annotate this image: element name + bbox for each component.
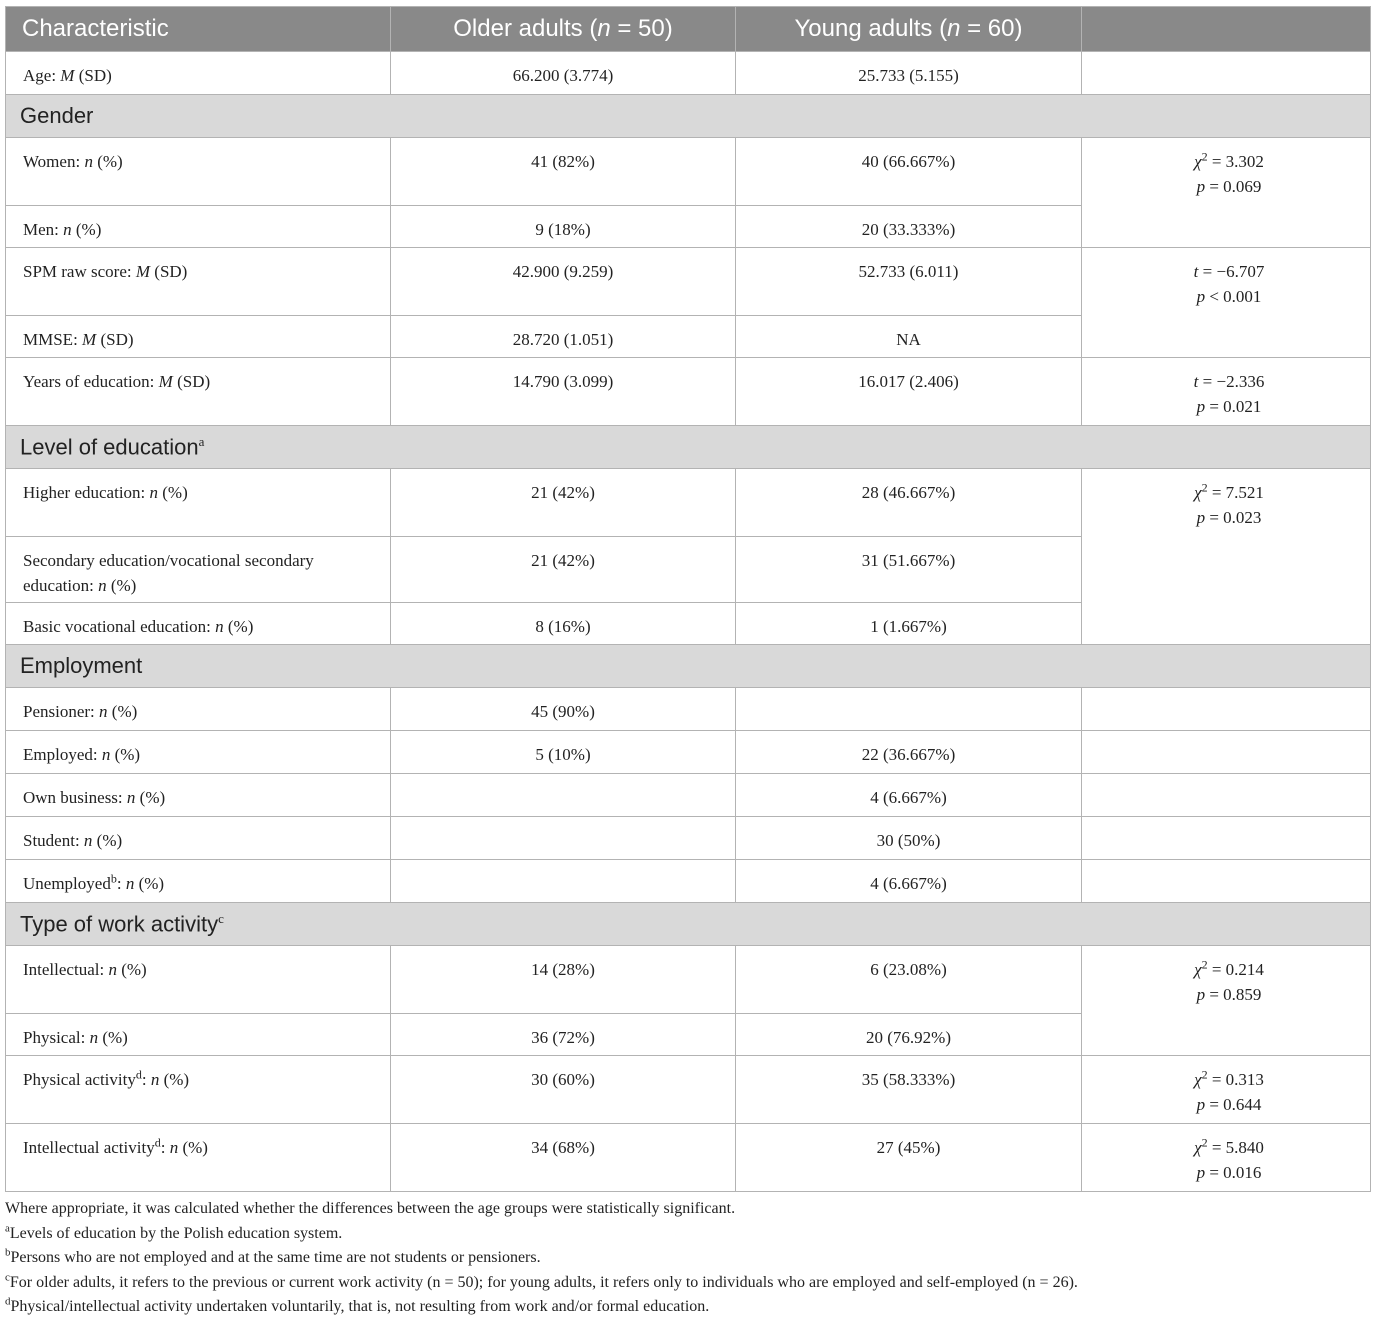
young-value: 20 (33.333%): [736, 206, 1082, 248]
older-value: 14 (28%): [391, 946, 736, 1014]
row-label: Unemployed$^b$: n (%): [6, 860, 391, 903]
stat-cell: [1082, 817, 1371, 860]
row-women: [6, 138, 1371, 206]
row-label: Women: n (%): [6, 138, 391, 206]
footnote-d: $^d$Physical/intellectual activity undertaken voluntarily, that is, not resulting from work and/or formal education.: [5, 1295, 710, 1315]
older-value: 5 (10%): [391, 731, 736, 774]
older-value: 28.720 (1.051): [391, 316, 736, 358]
row-label: MMSE: M (SD): [6, 316, 391, 358]
header-older-adults: Older adults (n = 50): [391, 7, 736, 52]
older-value: [391, 817, 736, 860]
row-physical-activity: [6, 1056, 1371, 1124]
row-label: Intellectual activity$^d$: n (%): [6, 1124, 391, 1192]
row-age: [6, 52, 1371, 95]
older-value: 8 (16%): [391, 603, 736, 645]
young-value: 16.017 (2.406): [736, 358, 1082, 426]
row-label: Student: n (%): [6, 817, 391, 860]
row-label: Pensioner: n (%): [6, 688, 391, 731]
older-value: 66.200 (3.774): [391, 52, 736, 95]
demographics-table: [5, 6, 1371, 1192]
older-value: 30 (60%): [391, 1056, 736, 1124]
row-label: SPM raw score: M (SD): [6, 248, 391, 316]
older-value: 45 (90%): [391, 688, 736, 731]
footnote-b: $^b$Persons who are not employed and at the same time are not students or pensioners.: [5, 1246, 541, 1266]
section-work-type: [6, 903, 1371, 946]
section-title: Employment: [6, 645, 1371, 688]
stat-cell: t = −6.707 p < 0.001: [1082, 248, 1371, 358]
row-label: Own business: n (%): [6, 774, 391, 817]
row-label: Physical activity$^d$: n (%): [6, 1056, 391, 1124]
row-label: Employed: n (%): [6, 731, 391, 774]
young-value: 27 (45%): [736, 1124, 1082, 1192]
young-value: 52.733 (6.011): [736, 248, 1082, 316]
young-value: 31 (51.667%): [736, 537, 1082, 603]
table-footnotes: [5, 1197, 1370, 1320]
young-value: 35 (58.333%): [736, 1056, 1082, 1124]
footnote-c: $^c$For older adults, it refers to the previous or current work activity (n = 50); for young adults, it refers only to individuals who are employed and self-employed (n = 26).: [5, 1271, 1078, 1291]
young-value: 25.733 (5.155): [736, 52, 1082, 95]
young-value: NA: [736, 316, 1082, 358]
stat-cell: t = −2.336 p = 0.021: [1082, 358, 1371, 426]
section-title: Gender: [6, 95, 1371, 138]
row-intellectual-activity: [6, 1124, 1371, 1192]
young-value: 4 (6.667%): [736, 860, 1082, 903]
row-unemployed: [6, 860, 1371, 903]
row-higher-education: [6, 469, 1371, 537]
older-value: 34 (68%): [391, 1124, 736, 1192]
row-student: [6, 817, 1371, 860]
young-value: 30 (50%): [736, 817, 1082, 860]
older-value: 42.900 (9.259): [391, 248, 736, 316]
stat-cell: [1082, 52, 1371, 95]
row-label: Age: M (SD): [6, 52, 391, 95]
row-label: Men: n (%): [6, 206, 391, 248]
young-value: 20 (76.92%): [736, 1014, 1082, 1056]
row-label: Intellectual: n (%): [6, 946, 391, 1014]
young-value: 28 (46.667%): [736, 469, 1082, 537]
row-employed: [6, 731, 1371, 774]
young-value: [736, 688, 1082, 731]
section-title: Type of work activity$^c$: [6, 903, 1371, 946]
stat-cell: χ$^2$ = 5.840 p = 0.016: [1082, 1124, 1371, 1192]
stat-cell: χ$^2$ = 0.214 p = 0.859: [1082, 946, 1371, 1056]
older-value: 9 (18%): [391, 206, 736, 248]
older-value: 41 (82%): [391, 138, 736, 206]
young-value: 4 (6.667%): [736, 774, 1082, 817]
stat-cell: [1082, 688, 1371, 731]
stat-cell: χ$^2$ = 0.313 p = 0.644: [1082, 1056, 1371, 1124]
footnote-a: $^a$Levels of education by the Polish education system.: [5, 1222, 343, 1242]
header-statistics: [1082, 7, 1371, 52]
table-header-row: [6, 7, 1371, 52]
older-value: 14.790 (3.099): [391, 358, 736, 426]
section-employment: [6, 645, 1371, 688]
young-value: 22 (36.667%): [736, 731, 1082, 774]
stat-cell: [1082, 860, 1371, 903]
stat-cell: [1082, 731, 1371, 774]
footnote-main: Where appropriate, it was calculated whether the differences between the age groups were statistically significant.: [5, 1200, 736, 1217]
row-own-business: [6, 774, 1371, 817]
young-value: 40 (66.667%): [736, 138, 1082, 206]
section-gender: [6, 95, 1371, 138]
section-level-education: [6, 426, 1371, 469]
stat-cell: χ$^2$ = 3.302 p = 0.069: [1082, 138, 1371, 248]
header-young-adults: Young adults (n = 60): [736, 7, 1082, 52]
stat-cell: [1082, 774, 1371, 817]
row-intellectual: [6, 946, 1371, 1014]
section-title: Level of education$^a$: [6, 426, 1371, 469]
older-value: 21 (42%): [391, 537, 736, 603]
row-spm: [6, 248, 1371, 316]
row-label: Physical: n (%): [6, 1014, 391, 1056]
row-pensioner: [6, 688, 1371, 731]
row-label: Years of education: M (SD): [6, 358, 391, 426]
row-label: Secondary education/vocational secondary education: n (%): [6, 537, 391, 603]
stat-cell: χ$^2$ = 7.521 p = 0.023: [1082, 469, 1371, 645]
older-value: 21 (42%): [391, 469, 736, 537]
row-label: Higher education: n (%): [6, 469, 391, 537]
young-value: 6 (23.08%): [736, 946, 1082, 1014]
older-value: 36 (72%): [391, 1014, 736, 1056]
row-years-education: [6, 358, 1371, 426]
older-value: [391, 860, 736, 903]
row-label: Basic vocational education: n (%): [6, 603, 391, 645]
young-value: 1 (1.667%): [736, 603, 1082, 645]
older-value: [391, 774, 736, 817]
header-characteristic: Characteristic: [6, 7, 391, 52]
